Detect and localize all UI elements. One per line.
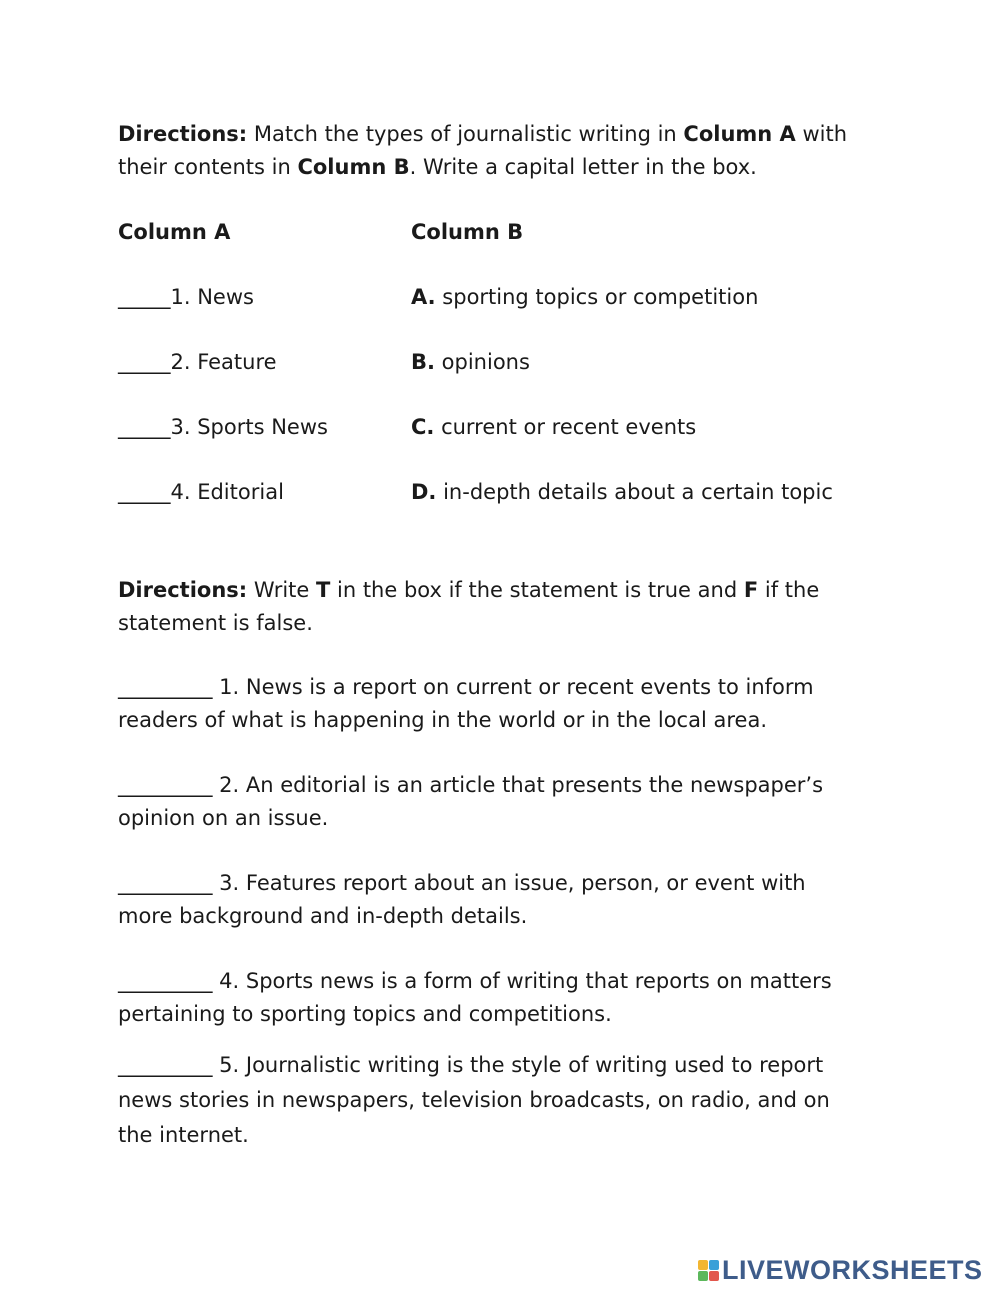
directions-column-b: Column B xyxy=(297,155,410,179)
logo-text: LIVEWORKSHEETS xyxy=(722,1254,983,1285)
directions-text: in the box if the statement is true and xyxy=(330,578,744,602)
statement-item xyxy=(118,671,814,737)
matching-directions xyxy=(118,118,847,184)
directions-text: if the xyxy=(758,578,820,602)
column-a-item: _____1. News xyxy=(118,285,254,309)
statement-line: the internet. xyxy=(118,1123,249,1147)
column-b-header-text: Column B xyxy=(411,220,524,244)
statement-item xyxy=(118,769,823,835)
column-b-letter: B. xyxy=(411,350,435,374)
statement-line: readers of what is happening in the world or in the local area. xyxy=(118,708,767,732)
statement-line: _________ 5. Journalistic writing is the style of writing used to report xyxy=(118,1053,824,1077)
true-false-directions-line1 xyxy=(118,574,819,607)
directions-false-letter: F xyxy=(743,578,759,602)
column-a-header xyxy=(118,216,230,249)
column-a-item: _____4. Editorial xyxy=(118,480,284,504)
statement-line: _________ 4. Sports news is a form of writing that reports on matters xyxy=(118,969,832,993)
column-b-item xyxy=(411,281,758,314)
logo-block xyxy=(709,1260,719,1270)
directions-label: Directions: xyxy=(118,122,248,146)
true-false-directions xyxy=(118,574,819,640)
liveworksheets-logo xyxy=(698,1254,983,1286)
statement-line: _________ 1. News is a report on current or recent events to inform xyxy=(118,675,814,699)
statement-line: news stories in newspapers, television broadcasts, on radio, and on xyxy=(118,1088,830,1112)
statement-line: _________ 2. An editorial is an article that presents the newspaper’s xyxy=(118,773,824,797)
logo-block xyxy=(698,1260,708,1270)
directions-text: Match the types of journalistic writing in xyxy=(247,122,684,146)
column-b-item xyxy=(411,411,696,444)
true-false-directions-line2: statement is false. xyxy=(118,611,313,635)
column-b-header xyxy=(411,216,523,249)
column-b-text: opinions xyxy=(434,350,530,374)
directions-text: their contents in xyxy=(118,155,298,179)
statement-item xyxy=(118,965,832,1031)
directions-text: with xyxy=(795,122,848,146)
logo-block xyxy=(698,1271,708,1281)
column-b-item xyxy=(411,346,530,379)
directions-label: Directions: xyxy=(118,578,248,602)
directions-text: Write xyxy=(247,578,316,602)
column-b-letter: D. xyxy=(411,480,437,504)
column-b-text: sporting topics or competition xyxy=(435,285,759,309)
logo-blocks-icon xyxy=(698,1260,719,1281)
column-b-text: in-depth details about a certain topic xyxy=(436,480,833,504)
directions-text: . Write a capital letter in the box. xyxy=(409,155,757,179)
statement-line: pertaining to sporting topics and competitions. xyxy=(118,1002,612,1026)
statement-item xyxy=(118,867,806,933)
column-a-item: _____3. Sports News xyxy=(118,415,328,439)
logo-block xyxy=(709,1271,719,1281)
column-b-item xyxy=(411,476,833,509)
statement-line: _________ 3. Features report about an issue, person, or event with xyxy=(118,871,806,895)
directions-column-a: Column A xyxy=(683,122,796,146)
matching-directions-line1 xyxy=(118,118,847,151)
column-a-item: _____2. Feature xyxy=(118,350,277,374)
directions-true-letter: T xyxy=(316,578,331,602)
column-a-header-text: Column A xyxy=(118,220,231,244)
statement-line: opinion on an issue. xyxy=(118,806,329,830)
column-b-letter: A. xyxy=(411,285,436,309)
matching-directions-line2 xyxy=(118,151,847,184)
column-b-letter: C. xyxy=(411,415,435,439)
column-b-text: current or recent events xyxy=(434,415,697,439)
statement-line: more background and in-depth details. xyxy=(118,904,528,928)
statement-item xyxy=(118,1048,830,1153)
